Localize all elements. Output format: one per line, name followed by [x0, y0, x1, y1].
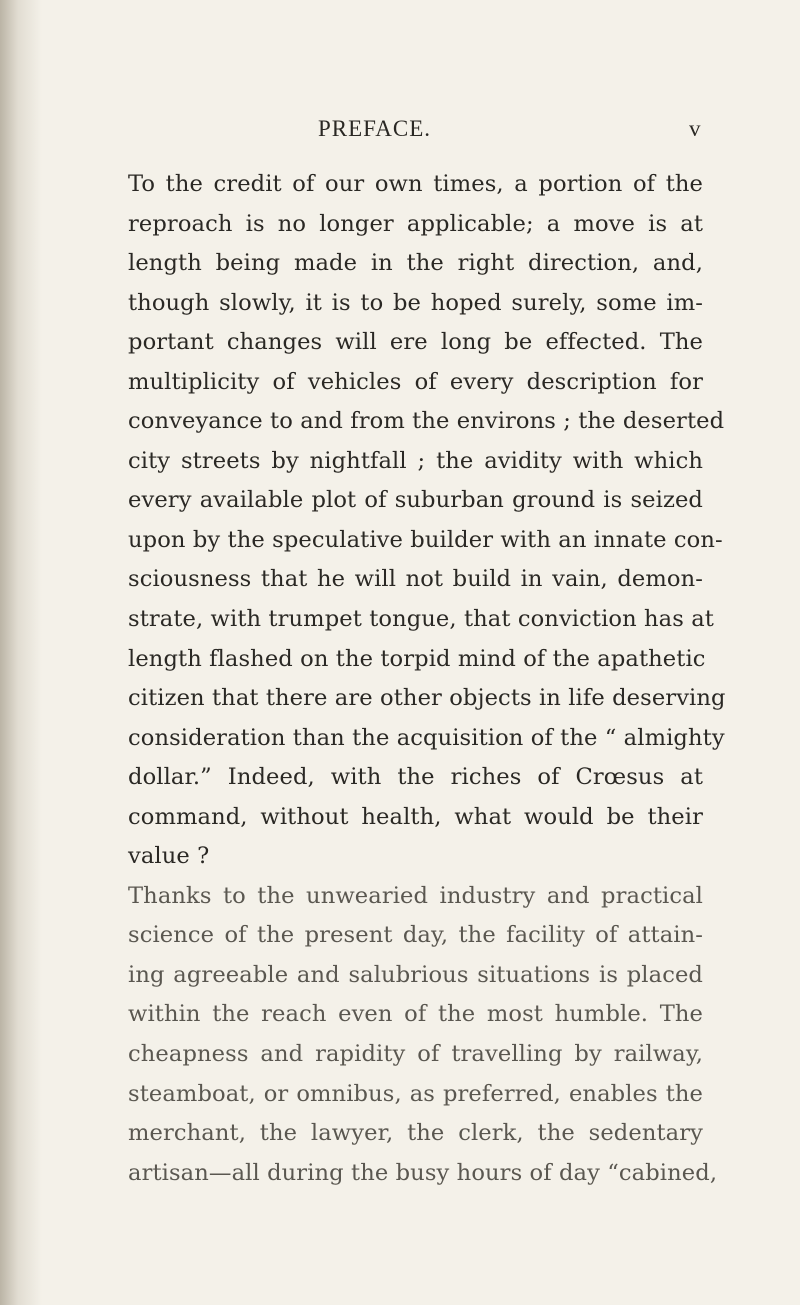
- text-line: cheapness and rapidity of travelling by railway,: [128, 1041, 703, 1068]
- text-line: length flashed on the torpid mind of the apathetic: [128, 645, 706, 672]
- text-line: value ?: [128, 843, 210, 870]
- page-number: v: [689, 116, 701, 141]
- text-line: Thanks to the unwearied industry and practical: [128, 882, 703, 909]
- text-line: consideration than the acquisition of the “ almighty: [128, 724, 725, 751]
- text-line: command, without health, what would be their: [128, 803, 703, 830]
- body-text: [128, 165, 726, 1193]
- text-line: city streets by nightfall ; the avidity with which: [128, 447, 703, 474]
- text-line: ing agreeable and salubrious situations is placed: [128, 961, 703, 988]
- text-line: though slowly, it is to be hoped surely, some im-: [128, 289, 703, 316]
- paragraph-2: [128, 877, 718, 1193]
- text-line: multiplicity of vehicles of every description for: [128, 368, 703, 395]
- text-line: portant changes will ere long be effected. The: [128, 329, 703, 356]
- text-line: steamboat, or omnibus, as preferred, enables the: [128, 1080, 703, 1107]
- text-line: upon by the speculative builder with an innate con-: [128, 526, 723, 553]
- running-head: PREFACE.: [318, 116, 432, 141]
- text-line: To the credit of our own times, a portion of the: [128, 171, 703, 197]
- page-header: [0, 114, 800, 144]
- text-line: every available plot of suburban ground is seized: [128, 487, 703, 514]
- paragraph-1: [128, 165, 726, 877]
- text-line: length being made in the right direction, and,: [128, 250, 703, 277]
- text-line: conveyance to and from the environs ; the deserted: [128, 408, 725, 435]
- text-line: citizen that there are other objects in life deserving: [128, 685, 726, 712]
- text-line: reproach is no longer applicable; a move is at: [128, 210, 703, 237]
- text-line: strate, with trumpet tongue, that conviction has at: [128, 606, 714, 633]
- text-line: science of the present day, the facility of attain-: [128, 922, 703, 949]
- text-line: artisan—all during the busy hours of day “cabined,: [128, 1159, 718, 1186]
- text-line: sciousness that he will not build in vain, demon-: [128, 566, 703, 593]
- text-line: within the reach even of the most humble. The: [128, 1001, 703, 1028]
- text-line: merchant, the lawyer, the clerk, the sedentary: [128, 1120, 703, 1147]
- text-line: dollar.” Indeed, with the riches of Crœsus at: [128, 764, 703, 791]
